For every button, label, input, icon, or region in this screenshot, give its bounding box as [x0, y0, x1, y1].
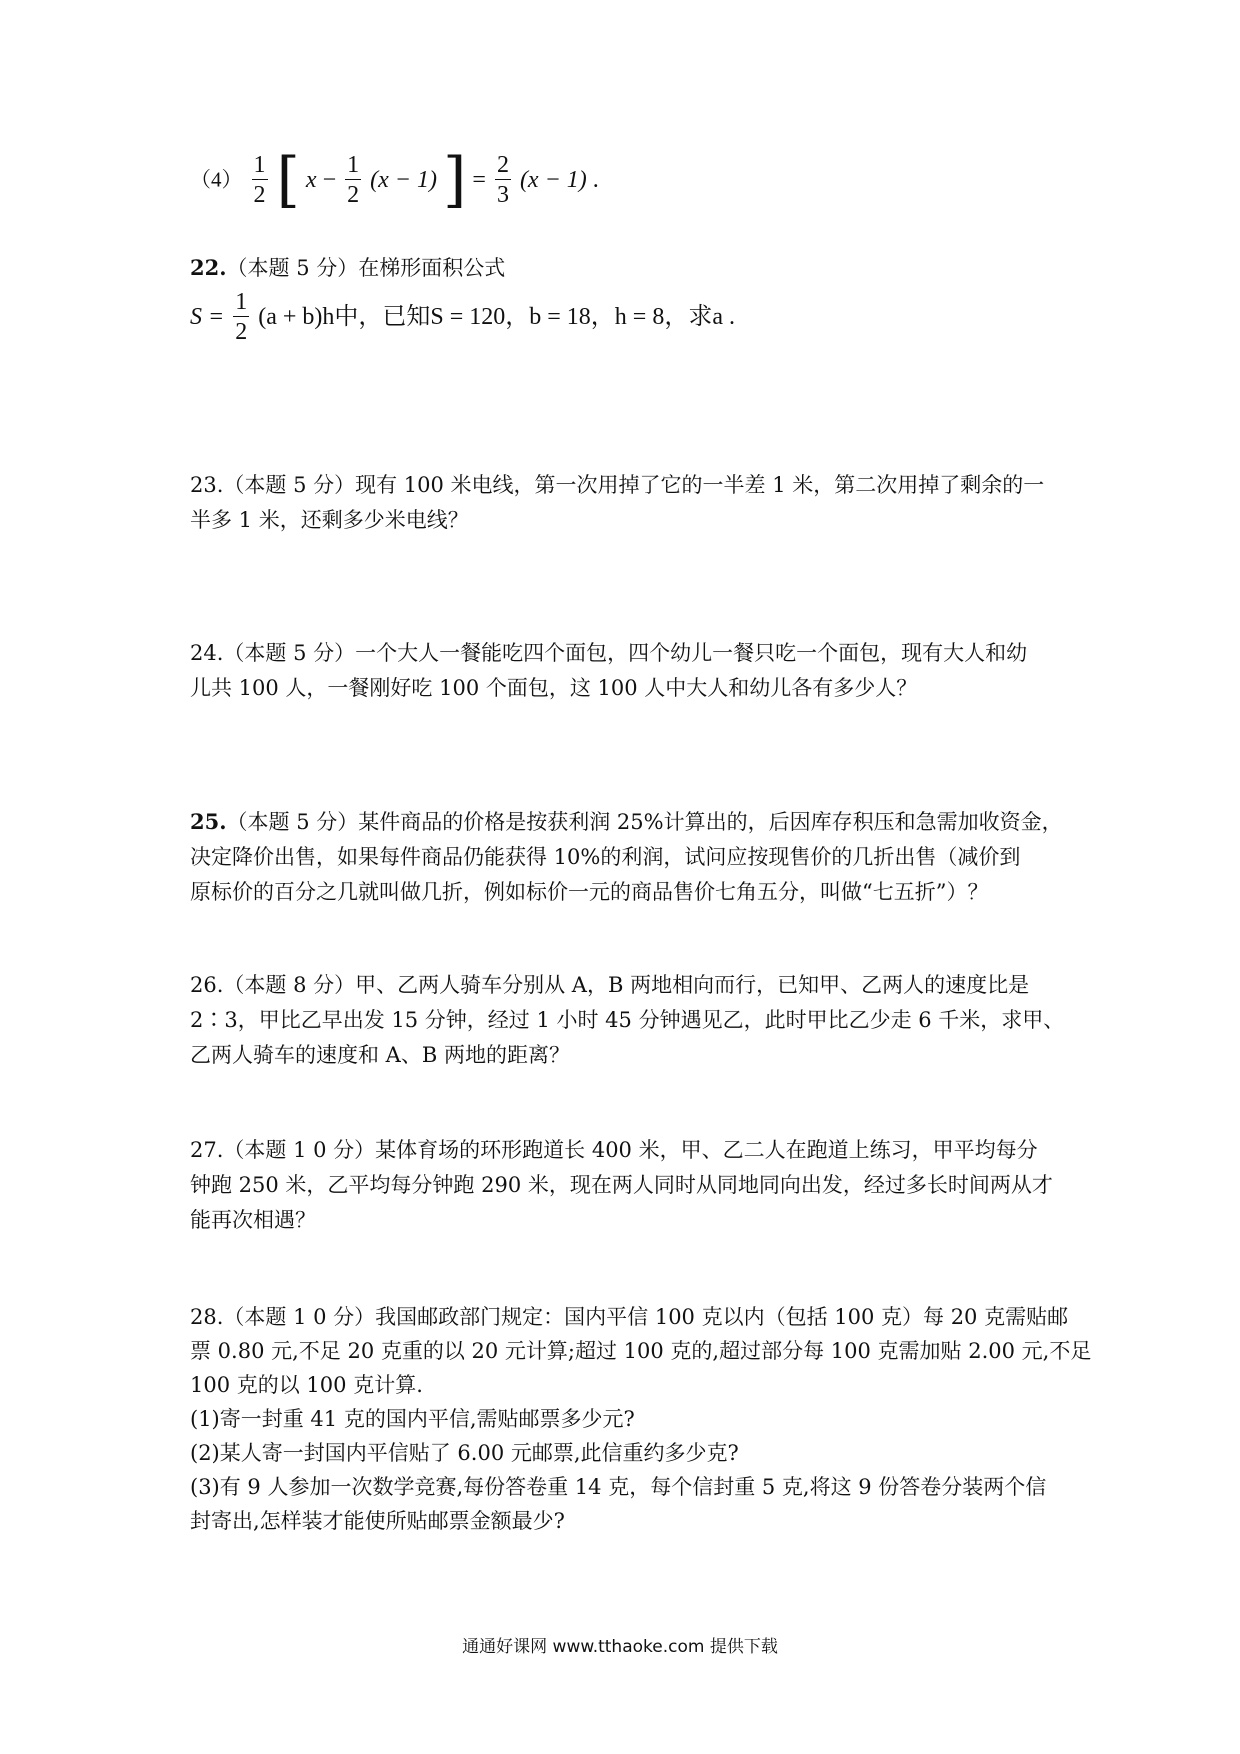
question-number: 24.	[190, 641, 224, 665]
denominator: 2	[253, 182, 266, 208]
formula-rest: (a + b)h中，已知S = 120，b = 18，h = 8，求a .	[258, 304, 735, 330]
question-24	[190, 636, 1060, 706]
numerator: 1	[347, 152, 360, 178]
page-footer: 通通好课网 www.tthaoke.com 提供下载	[462, 1637, 778, 1657]
sub-question: (2)某人寄一封国内平信贴了 6.00 元邮票,此信重约多少克?	[190, 1441, 739, 1465]
formula-lhs: S =	[190, 304, 225, 330]
question-line: 半多 1 米，还剩多少米电线？	[190, 508, 469, 532]
fraction	[345, 153, 361, 207]
expression: (x − 1)	[519, 167, 587, 193]
question-25	[190, 804, 1063, 910]
question-number: 22.	[190, 255, 227, 280]
question-line: （本题 1 0 分）我国邮政部门规定：国内平信 100 克以内（包括 100 克）每 20 克需贴邮	[223, 1305, 1069, 1329]
sub-question: (3)有 9 人参加一次数学竞赛,每份答卷重 14 克，每个信封重 5 克,将这 9 份答卷分装两个信	[190, 1475, 1047, 1499]
question-line: 100 克的以 100 克计算.	[190, 1373, 423, 1397]
question-number: 28.	[190, 1305, 224, 1329]
question-line: （本题 1 0 分）某体育场的环形跑道长 400 米，甲、乙二人在跑道上练习，甲平均每分	[223, 1138, 1038, 1162]
right-bracket: ]	[442, 145, 467, 215]
variable: x	[305, 167, 317, 193]
equals: =	[472, 167, 486, 193]
fraction	[495, 153, 511, 207]
question-line: 原标价的百分之几就叫做几折，例如标价一元的商品售价七角五分，叫做“七五折”）？	[190, 880, 989, 904]
denominator: 2	[347, 182, 360, 208]
question-28	[190, 1300, 1092, 1538]
question-line: （本题 5 分）某件商品的价格是按获利润 25%计算出的，后因库存积压和急需加收资金，	[226, 810, 1063, 834]
question-line: （本题 8 分）甲、乙两人骑车分别从 A，B 两地相向而行，已知甲、乙两人的速度比是	[223, 973, 1030, 997]
question-number: 27.	[190, 1138, 224, 1162]
question-23	[190, 468, 1060, 538]
expression: (x − 1)	[370, 167, 437, 193]
denominator: 3	[496, 182, 509, 208]
question-line: 乙两人骑车的速度和 A、B 两地的距离？	[190, 1043, 570, 1067]
question-26	[190, 968, 1065, 1073]
left-bracket: [	[276, 145, 300, 215]
fraction	[252, 153, 268, 207]
sub-question: (1)寄一封重 41 克的国内平信,需贴邮票多少元?	[190, 1407, 635, 1431]
numerator: 2	[496, 152, 509, 178]
question-number: 25.	[190, 809, 227, 834]
question-text: （本题 5 分）在梯形面积公式	[226, 256, 506, 280]
question-line: 封寄出,怎样装才能使所贴邮票金额最少?	[190, 1509, 565, 1533]
question-line: 决定降价出售，如果每件商品仍能获得 10%的利润，试问应按现售价的几折出售（减价到	[190, 845, 1021, 869]
q21-4-label: （4）	[190, 167, 243, 192]
denominator: 2	[235, 319, 248, 345]
question-27	[190, 1133, 1060, 1238]
question-22	[190, 250, 1060, 286]
question-line: （本题 5 分）现有 100 米电线，第一次用掉了它的一半差 1 米，第二次用掉了剩余的一	[223, 473, 1045, 497]
question-line: 票 0.80 元,不足 20 克重的以 20 元计算;超过 100 克的,超过部分每 100 克需加贴 2.00 元,不足	[190, 1339, 1092, 1363]
question-number: 23.	[190, 473, 224, 497]
question-line: 2∶3，甲比乙早出发 15 分钟，经过 1 小时 45 分钟遇见乙，此时甲比乙少走 6 千米，求甲、	[190, 1008, 1065, 1032]
question-line: （本题 5 分）一个大人一餐能吃四个面包，四个幼儿一餐只吃一个面包，现有大人和幼	[223, 641, 1028, 665]
question-line: 能再次相遇？	[190, 1208, 316, 1232]
fraction	[233, 290, 249, 344]
question-22-formula	[190, 290, 1060, 344]
question-line: 儿共 100 人，一餐刚好吃 100 个面包，这 100 人中大人和幼儿各有多少人？	[190, 676, 918, 700]
period: .	[592, 167, 599, 193]
question-21-4	[190, 145, 1060, 215]
operator: −	[322, 167, 337, 193]
numerator: 1	[235, 289, 248, 315]
question-line: 钟跑 250 米，乙平均每分钟跑 290 米，现在两人同时从同地同向出发，经过多长时间两从才	[190, 1173, 1053, 1197]
question-number: 26.	[190, 973, 224, 997]
numerator: 1	[253, 152, 266, 178]
